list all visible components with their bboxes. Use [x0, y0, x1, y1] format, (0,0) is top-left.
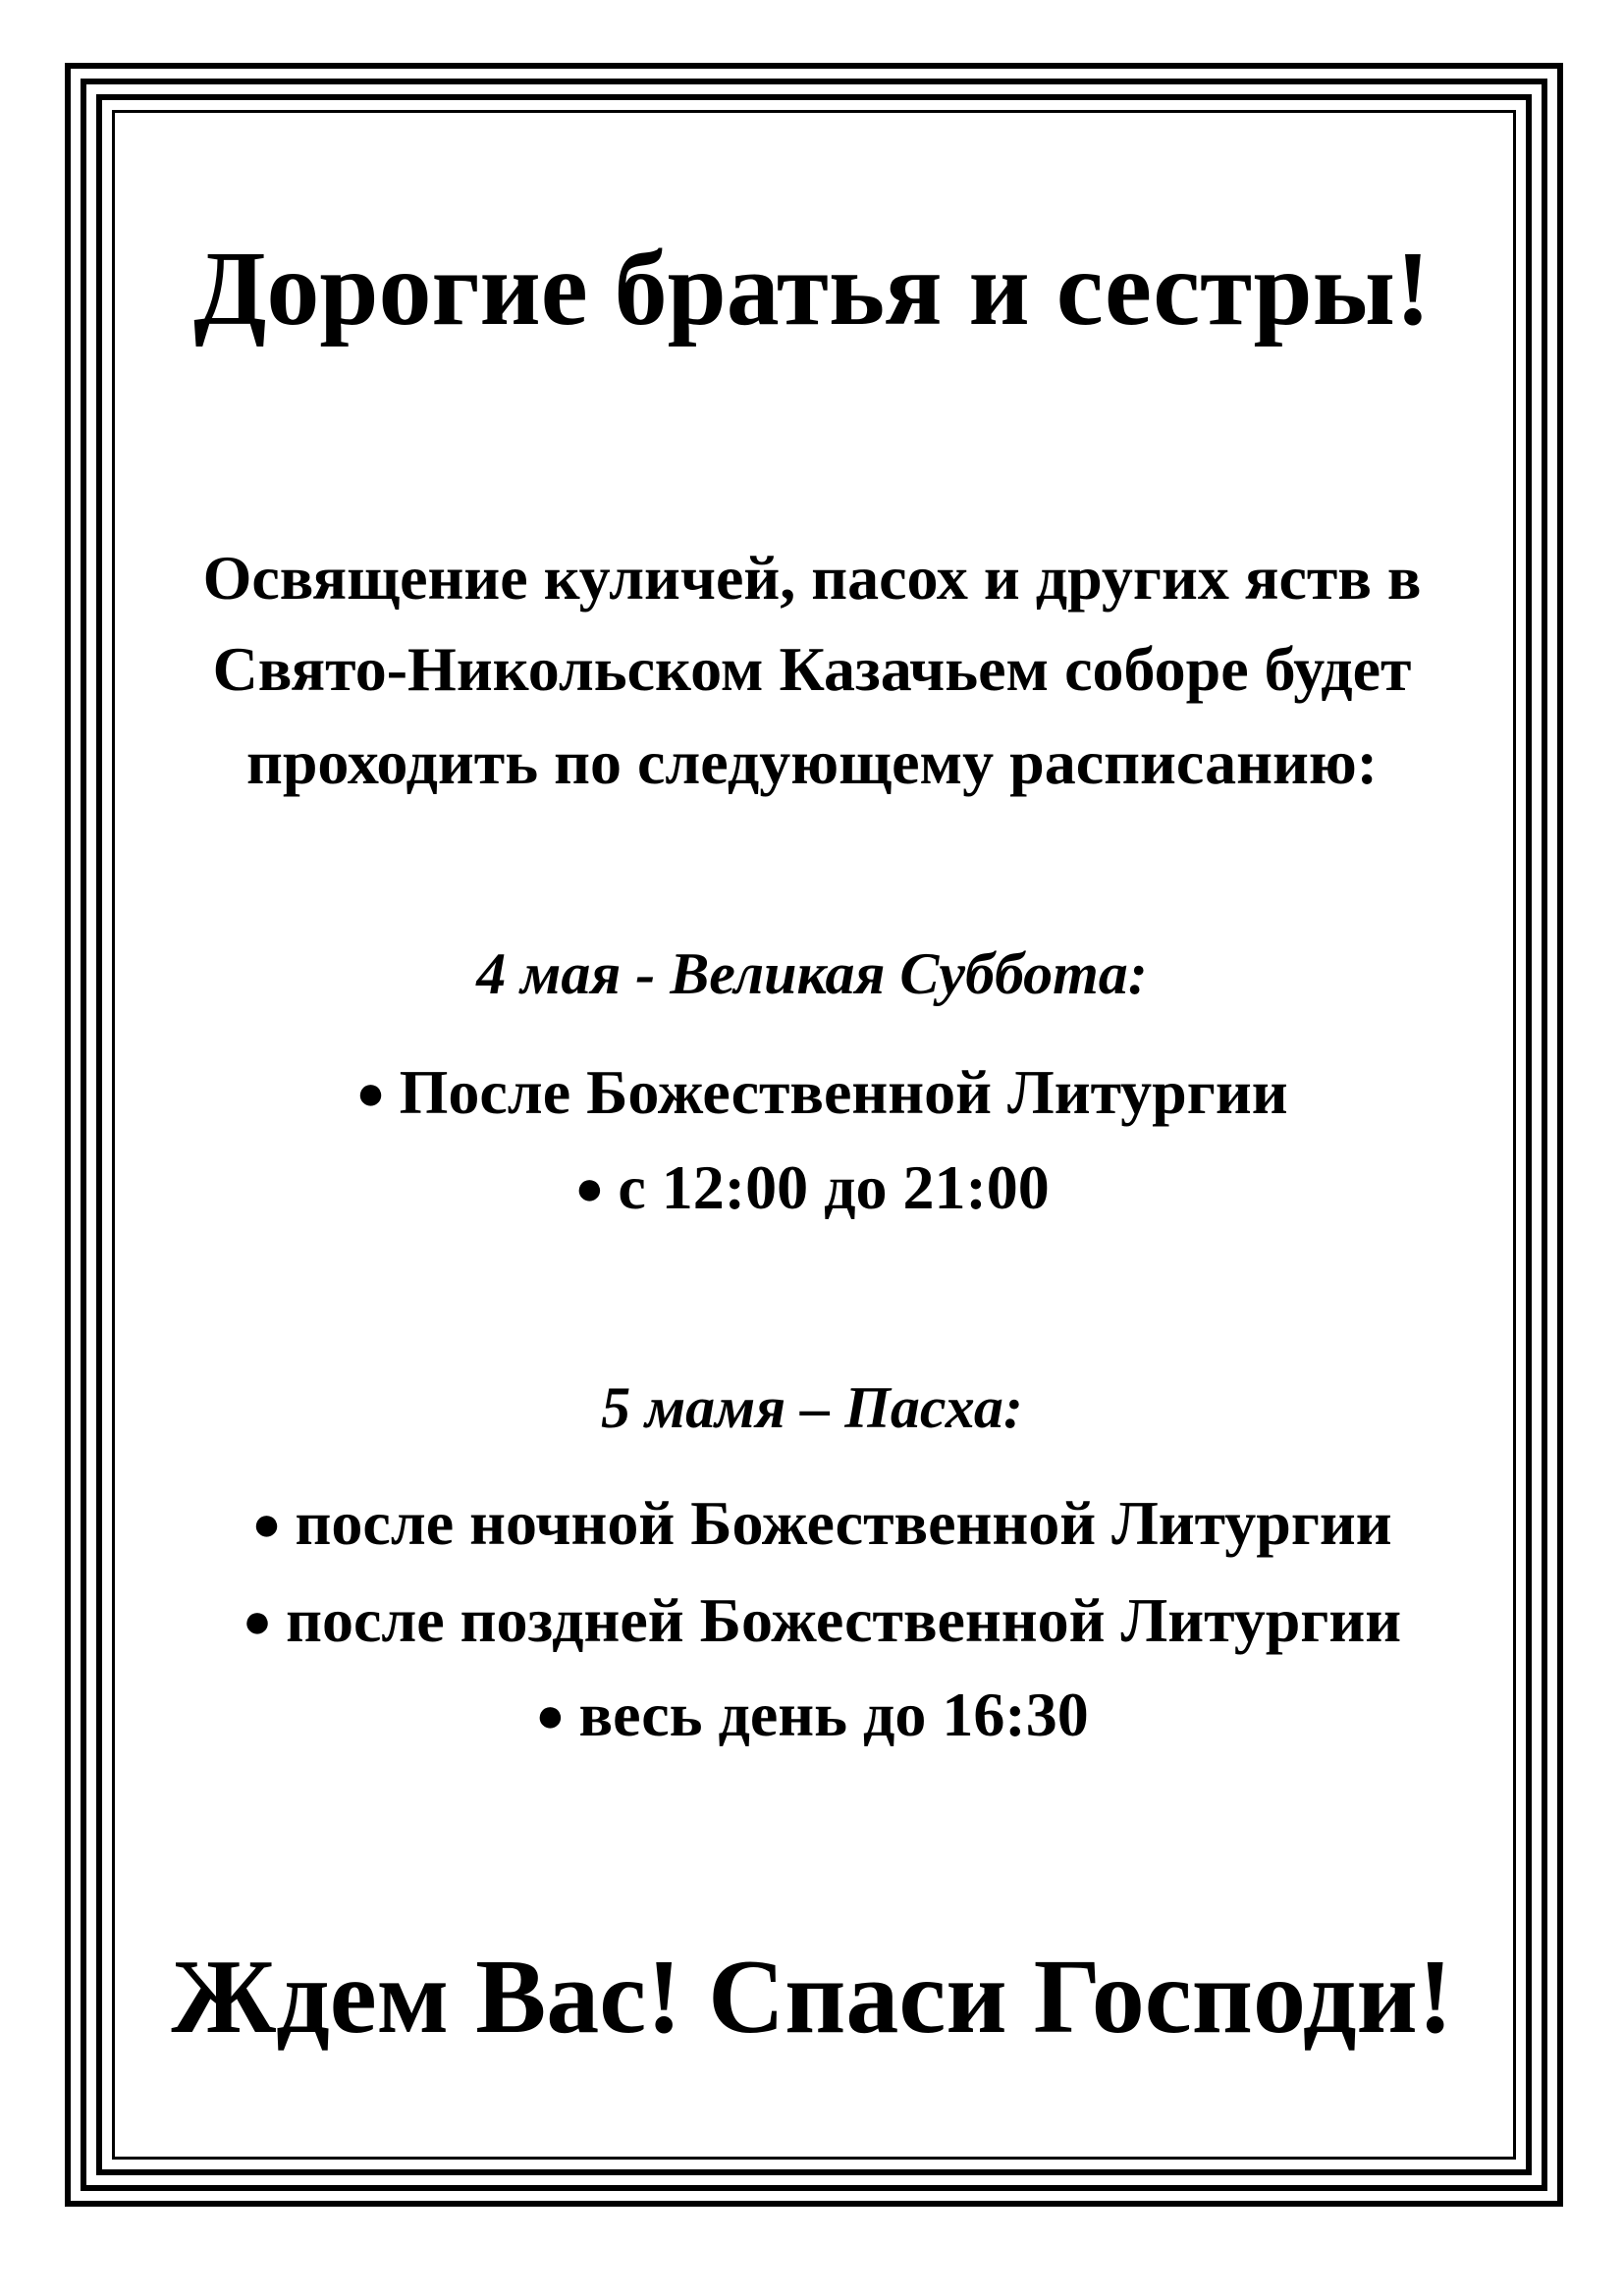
inner-border — [112, 110, 1516, 2160]
intro-line: проходить по следующему расписанию: — [245, 727, 1379, 797]
schedule-item-text: после поздней Божественной Литургии — [286, 1585, 1402, 1655]
bullet-icon: ● — [535, 1687, 566, 1742]
schedule-day-heading: 5 мамя – Пасха: — [601, 1375, 1023, 1440]
bullet-icon: ● — [251, 1496, 282, 1551]
intro-line: Свято-Никольском Казачьем соборе будет — [212, 634, 1412, 704]
schedule-item-text: после ночной Божественной Литургии — [295, 1488, 1392, 1558]
closing-greeting: Ждем Вас! Спаси Господи! — [171, 1939, 1453, 2056]
schedule-day-heading: 4 мая - Великая Суббота: — [476, 941, 1148, 1006]
schedule-item — [0, 1677, 1624, 1753]
schedule-item — [10, 1054, 1624, 1131]
schedule-item-text: После Божественной Литургии — [399, 1057, 1288, 1127]
schedule-item — [10, 1582, 1624, 1659]
schedule-item — [10, 1485, 1624, 1562]
bullet-icon: ● — [355, 1065, 386, 1120]
page-title: Дорогие братья и сестры! — [193, 231, 1431, 347]
intro-line: Освящение куличей, пасох и других яств в — [202, 543, 1422, 613]
schedule-item-text: весь день до 16:30 — [578, 1680, 1089, 1749]
bullet-icon: ● — [574, 1160, 605, 1215]
schedule-item — [0, 1149, 1624, 1226]
schedule-item-text: с 12:00 до 21:00 — [618, 1152, 1050, 1222]
bullet-icon: ● — [242, 1593, 273, 1648]
